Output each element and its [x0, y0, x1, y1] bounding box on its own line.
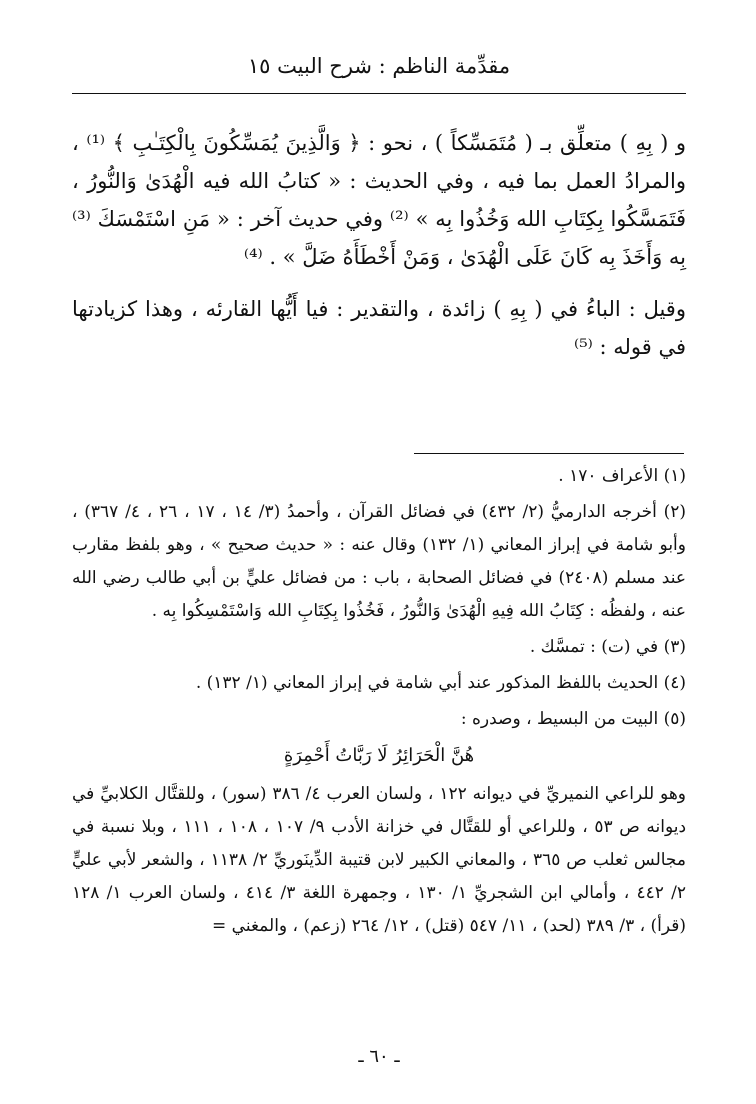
footnote-3: (٣) في (ت) : تمسَّك .	[529, 637, 686, 657]
footnote-2: (٢) أخرجه الدارميُّ (٢/ ٤٣٢) في فضائل القرآن ، وأحمدُ (٣/ ١٤ ، ١٧ ، ٢٦ ، ٤/ ٣٦٧) ، وأبو شامة في إبراز المعاني (١/ ١٣٢) وقال عنه : « حديث صحيح » ، وهو بلفظ مقارب عند مسلم (٢٤٠٨) في فضائل الصحابة ، باب : من فضائل عليٍّ بن أبي طالب رضي الله عنه ، ولفظُه : كِتَابُ الله فِيهِ الْهُدَىٰ وَالنُّورُ ، فَخُذُوا بِكِتَابِ الله وَاسْتَمْسِكُوا بِه .	[72, 502, 687, 621]
footnote-4: (٤) الحديث باللفظ المذكور عند أبي شامة في إبراز المعاني (١/ ١٣٢) .	[195, 673, 686, 693]
page-number: ـ ٦٠ ـ	[358, 1046, 400, 1067]
footnote-5-body: وهو للراعي النميريِّ في ديوانه ١٢٢ ، ولسان العرب ٤/ ٣٨٦ (سور) ، وللقتَّال الكلابيِّ في ديوانه ص ٥٣ ، وللراعي أو للقتَّال في خزانة الأدب ٩/ ١٠٧ ، ١٠٨ ، ١١١ ، وبلا نسبة في مجالس ثعلب ص ٣٦٥ ، والمعاني الكبير لابن قتيبة الدِّينَوريِّ ٢/ ١١٣٨ ، والشعر لأبي عليٍّ ٢/ ٤٤٢ ، وأمالي ابن الشجريِّ ١/ ١٣٠ ، وجمهرة اللغة ٣/ ٤١٤ ، ولسان العرب ١/ ١٢٨ (قرأ) ، ٣/ ٣٨٩ (لحد) ، ١١/ ٥٤٧ (قتل) ، ١٢/ ٢٦٤ (زعم) ، والمغني =	[72, 784, 687, 936]
running-header: مقدِّمة الناظم : شرح البيت ١٥	[247, 54, 511, 78]
footnote-rule	[414, 453, 684, 454]
header-rule	[72, 93, 686, 94]
footnotes	[72, 460, 686, 946]
main-paragraph: و ( بِهِ ) متعلِّق بـ ( مُتَمَسِّكاً ) ، نحو : ﴿ وَالَّذِينَ يُمَسِّكُونَ بِالْكِتَـٰبِ ﴾ ⁽¹⁾ ، والمرادُ العمل بما فيه ، وفي الحديث : « كتابُ الله فيه الْهُدَىٰ وَالنُّورُ ، فَتَمَسَّكُوا بِكِتَابِ الله وَخُذُوا بِه » ⁽²⁾ وفي حديث آخر : « مَنِ اسْتَمْسَكَ ⁽³⁾ بِه وَأَخَذَ بِه كَانَ عَلَى الْهُدَىٰ ، وَمَنْ أَخْطَأَهُ ضَلَّ » . ⁽⁴⁾	[72, 131, 687, 269]
footnote-1: (١) الأعراف ١٧٠ .	[558, 466, 686, 486]
main-paragraph: وقيل : الباءُ في ( بِهِ ) زائدة ، والتقدير : فيا أَيُّها القارئه ، وهذا كزيادتها في قوله : ⁽⁵⁾	[72, 297, 686, 359]
main-text	[72, 124, 686, 380]
footnote-5-verse: هُنَّ الْحَرَائِرُ لَا رَبَّاتُ أَحْمِرَةٍ	[283, 745, 475, 766]
footnote-5-intro: (٥) البيت من البسيط ، وصدره :	[460, 709, 686, 729]
